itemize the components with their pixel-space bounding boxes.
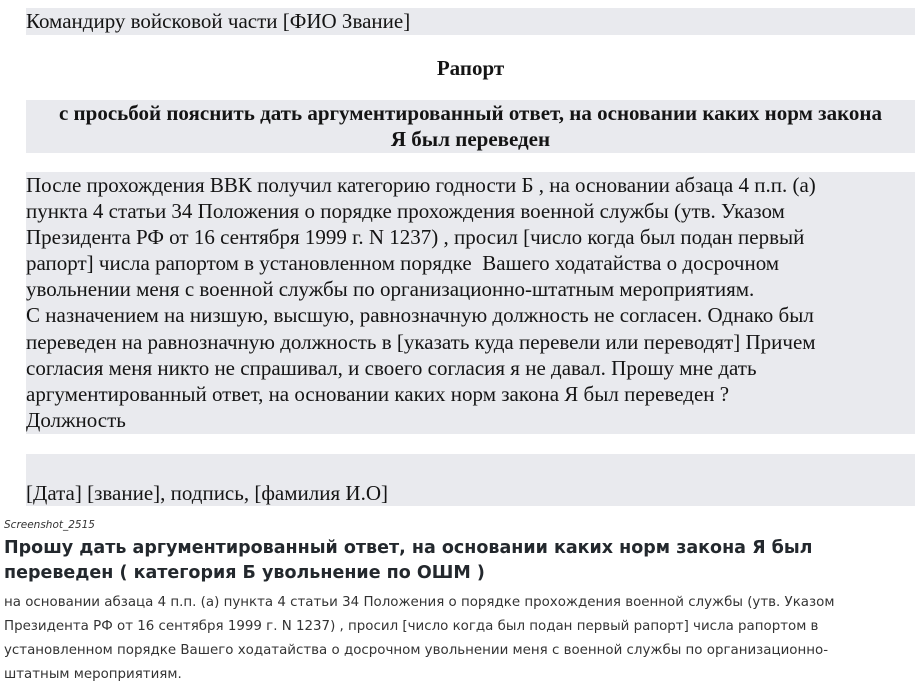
image-caption: Screenshot_2515 (4, 519, 95, 531)
body-line: согласия меня никто не спрашивал, и своего согласия я не давал. Прошу мне дать (26, 355, 757, 380)
body-line: аргументированный ответ, на основании каких норм закона Я был переведен ? (26, 381, 730, 406)
body-line: рапорт] числа рапортом в установленном порядке Вашего ходатайства о досрочном (26, 251, 780, 276)
signature-block (26, 454, 915, 506)
body-line: пункта 4 статьи 34 Положения о порядке прохождения военной службы (утв. Указом (26, 199, 785, 224)
body-line: Президента РФ от 16 сентября 1999 г. N 1237) , просил [число когда был подан первый (26, 225, 805, 250)
report-subject (26, 100, 915, 153)
body-line: Должность (26, 407, 126, 432)
post-title: Прошу дать аргументированный ответ, на основании каких норм закона Я был переведен ( категория Б увольнение по ОШМ ) (4, 538, 813, 583)
post-description: на основании абзаца 4 п.п. (а) пункта 4 статьи 34 Положения о порядке прохождения военной службы (утв. Указом Президента РФ от 16 сентября 1999 г. N 1237) , просил [число когда был подан первый рапорт] числа рапортом в установленном порядке Вашего ходатайства о досрочном увольнении меня с военной службы по организационно-штатным мероприятиям. (4, 595, 835, 682)
body-line: После прохождения ВВК получил категорию годности Б , на основании абзаца 4 п.п. (а) (26, 173, 816, 197)
subject-line-1: с просьбой пояснить дать аргументированный ответ, на основании каких норм закона (58, 101, 883, 125)
report-title: Рапорт (436, 56, 505, 80)
body-line: переведен на равнозначную должность в [указать куда перевели или переводят] Причем (26, 329, 816, 354)
signature-text: [Дата] [звание], подпись, [фамилия И.О] (26, 481, 388, 505)
report-body (26, 172, 915, 434)
addressee-line (26, 8, 915, 35)
body-line: С назначением на низшую, высшую, равнозначную должность не согласен. Однако был (26, 303, 814, 328)
subject-line-2: Я был переведен (390, 127, 551, 151)
body-line: увольнении меня с военной службы по организационно-штатным мероприятиям. (26, 277, 755, 302)
addressee-text: Командиру войсковой части [ФИО Звание] (26, 9, 411, 33)
